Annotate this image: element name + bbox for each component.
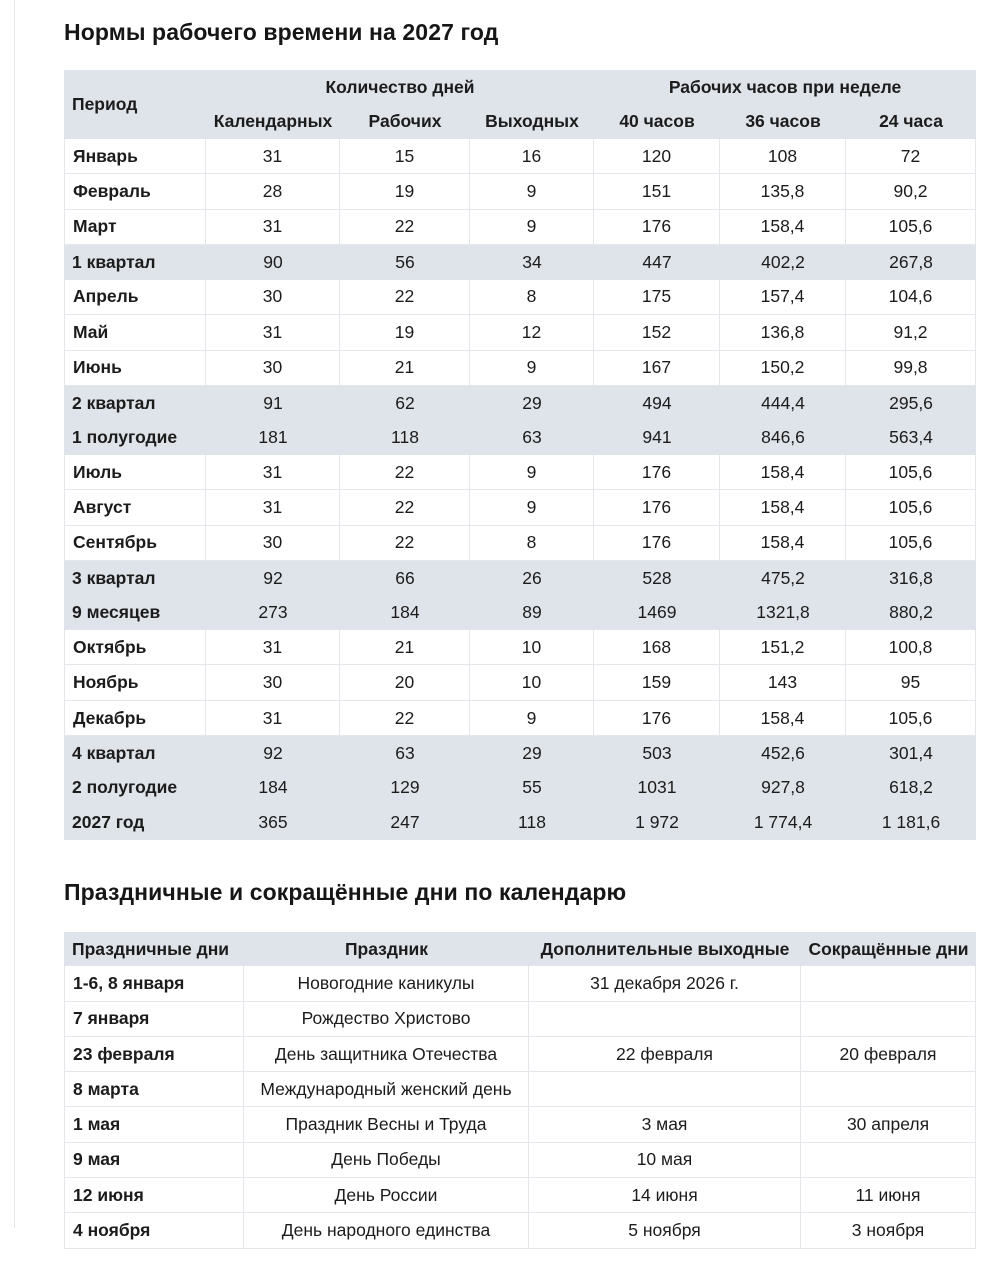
period-name: 4 квартал	[64, 736, 206, 770]
holiday-date: 9 мая	[64, 1143, 244, 1178]
period-name: Июнь	[64, 351, 206, 386]
holiday-name: День Победы	[244, 1143, 529, 1178]
cell-hours-40: 176	[594, 490, 720, 525]
cell-hours-40: 167	[594, 351, 720, 386]
cell-calendar-days: 365	[206, 805, 340, 839]
month-row	[64, 210, 976, 245]
cell-weekend-days: 10	[470, 665, 594, 700]
cell-working-days: 21	[340, 351, 470, 386]
month-row	[64, 665, 976, 700]
shortened-day	[801, 1143, 976, 1178]
cell-calendar-days: 31	[206, 701, 340, 736]
cell-calendar-days: 181	[206, 420, 340, 454]
period-name: Апрель	[64, 280, 206, 315]
cell-hours-24: 99,8	[846, 351, 976, 386]
month-row	[64, 701, 976, 736]
holiday-date: 7 января	[64, 1002, 244, 1037]
extra-day-off: 22 февраля	[529, 1037, 801, 1072]
cell-hours-36: 452,6	[720, 736, 846, 770]
period-name: Май	[64, 315, 206, 350]
cell-calendar-days: 31	[206, 210, 340, 245]
cell-hours-40: 176	[594, 455, 720, 490]
cell-hours-40: 1469	[594, 596, 720, 630]
cell-hours-24: 100,8	[846, 630, 976, 665]
header-24-hours: 24 часа	[846, 104, 976, 138]
cell-hours-24: 295,6	[846, 386, 976, 420]
cell-hours-36: 846,6	[720, 420, 846, 454]
cell-hours-40: 503	[594, 736, 720, 770]
cell-hours-36: 151,2	[720, 630, 846, 665]
cell-calendar-days: 273	[206, 596, 340, 630]
cell-hours-36: 108	[720, 139, 846, 174]
cell-hours-36: 927,8	[720, 771, 846, 805]
cell-weekend-days: 63	[470, 420, 594, 454]
holidays-title: Праздничные и сокращённые дни по календарю	[64, 879, 627, 905]
cell-calendar-days: 31	[206, 315, 340, 350]
summary-row	[64, 386, 976, 420]
cell-hours-40: 168	[594, 630, 720, 665]
cell-hours-40: 120	[594, 139, 720, 174]
cell-weekend-days: 29	[470, 386, 594, 420]
holiday-row	[64, 1072, 976, 1107]
cell-weekend-days: 16	[470, 139, 594, 174]
cell-calendar-days: 31	[206, 455, 340, 490]
cell-hours-40: 176	[594, 210, 720, 245]
cell-hours-24: 1 181,6	[846, 805, 976, 839]
holiday-date: 1-6, 8 января	[64, 966, 244, 1001]
month-row	[64, 490, 976, 525]
cell-weekend-days: 9	[470, 490, 594, 525]
holiday-name: Новогодние каникулы	[244, 966, 529, 1001]
cell-calendar-days: 30	[206, 526, 340, 561]
period-name: Февраль	[64, 174, 206, 209]
summary-row	[64, 245, 976, 279]
cell-working-days: 15	[340, 139, 470, 174]
header-days-group: Количество дней	[206, 70, 594, 104]
cell-weekend-days: 12	[470, 315, 594, 350]
cell-hours-40: 494	[594, 386, 720, 420]
period-name: 1 квартал	[64, 245, 206, 279]
cell-weekend-days: 8	[470, 526, 594, 561]
cell-working-days: 22	[340, 701, 470, 736]
cell-working-days: 62	[340, 386, 470, 420]
cell-hours-40: 176	[594, 526, 720, 561]
cell-hours-40: 528	[594, 561, 720, 595]
cell-weekend-days: 55	[470, 771, 594, 805]
cell-hours-40: 175	[594, 280, 720, 315]
cell-working-days: 184	[340, 596, 470, 630]
cell-calendar-days: 92	[206, 561, 340, 595]
cell-hours-36: 444,4	[720, 386, 846, 420]
period-name: Март	[64, 210, 206, 245]
summary-row	[64, 596, 976, 630]
cell-working-days: 56	[340, 245, 470, 279]
holiday-name: День защитника Отечества	[244, 1037, 529, 1072]
cell-weekend-days: 9	[470, 174, 594, 209]
holiday-row	[64, 1037, 976, 1072]
period-name: Октябрь	[64, 630, 206, 665]
summary-row	[64, 561, 976, 595]
cell-working-days: 247	[340, 805, 470, 839]
period-name: 3 квартал	[64, 561, 206, 595]
cell-hours-36: 135,8	[720, 174, 846, 209]
cell-hours-24: 105,6	[846, 701, 976, 736]
period-name: 1 полугодие	[64, 420, 206, 454]
cell-weekend-days: 9	[470, 701, 594, 736]
period-name: 2 квартал	[64, 386, 206, 420]
header-holiday-dates: Праздничные дни	[64, 932, 244, 966]
period-name: Сентябрь	[64, 526, 206, 561]
cell-weekend-days: 8	[470, 280, 594, 315]
period-name: 2 полугодие	[64, 771, 206, 805]
cell-weekend-days: 9	[470, 351, 594, 386]
cell-hours-24: 105,6	[846, 455, 976, 490]
summary-row	[64, 771, 976, 805]
cell-working-days: 63	[340, 736, 470, 770]
cell-working-days: 22	[340, 280, 470, 315]
shortened-day: 11 июня	[801, 1178, 976, 1213]
cell-working-days: 22	[340, 526, 470, 561]
cell-hours-40: 1031	[594, 771, 720, 805]
cell-calendar-days: 31	[206, 490, 340, 525]
shortened-day: 20 февраля	[801, 1037, 976, 1072]
extra-day-off	[529, 1072, 801, 1107]
cell-working-days: 118	[340, 420, 470, 454]
cell-weekend-days: 10	[470, 630, 594, 665]
month-row	[64, 280, 976, 315]
extra-day-off: 14 июня	[529, 1178, 801, 1213]
cell-weekend-days: 34	[470, 245, 594, 279]
cell-hours-36: 157,4	[720, 280, 846, 315]
cell-hours-36: 158,4	[720, 701, 846, 736]
header-extra-days-off: Дополнительные выходные	[529, 932, 801, 966]
cell-hours-40: 941	[594, 420, 720, 454]
holidays-table	[64, 932, 976, 1249]
cell-hours-24: 105,6	[846, 210, 976, 245]
period-name: Ноябрь	[64, 665, 206, 700]
cell-hours-36: 136,8	[720, 315, 846, 350]
cell-hours-36: 402,2	[720, 245, 846, 279]
cell-calendar-days: 31	[206, 630, 340, 665]
cell-hours-24: 90,2	[846, 174, 976, 209]
extra-day-off: 31 декабря 2026 г.	[529, 966, 801, 1001]
month-row	[64, 351, 976, 386]
cell-working-days: 19	[340, 174, 470, 209]
cell-calendar-days: 28	[206, 174, 340, 209]
header-holiday-name: Праздник	[244, 932, 529, 966]
summary-row	[64, 420, 976, 454]
period-name: 9 месяцев	[64, 596, 206, 630]
cell-calendar-days: 30	[206, 280, 340, 315]
norms-table-body	[64, 139, 976, 840]
shortened-day	[801, 966, 976, 1001]
holiday-row	[64, 1002, 976, 1037]
cell-hours-24: 91,2	[846, 315, 976, 350]
cell-hours-40: 176	[594, 701, 720, 736]
holiday-row	[64, 1178, 976, 1213]
header-shortened-days: Сокращённые дни	[801, 932, 976, 966]
header-calendar-days: Календарных	[206, 104, 340, 138]
extra-day-off: 10 мая	[529, 1143, 801, 1178]
holiday-row	[64, 1213, 976, 1248]
cell-working-days: 66	[340, 561, 470, 595]
cell-weekend-days: 89	[470, 596, 594, 630]
holiday-name: День народного единства	[244, 1213, 529, 1248]
holiday-date: 12 июня	[64, 1178, 244, 1213]
cell-hours-24: 618,2	[846, 771, 976, 805]
cell-hours-40: 151	[594, 174, 720, 209]
holiday-name: Праздник Весны и Труда	[244, 1107, 529, 1142]
work-time-norms-table	[64, 70, 976, 840]
header-36-hours: 36 часов	[720, 104, 846, 138]
period-name: Декабрь	[64, 701, 206, 736]
summary-row	[64, 736, 976, 770]
left-border-line	[14, 0, 15, 1228]
cell-hours-36: 1 774,4	[720, 805, 846, 839]
cell-hours-40: 1 972	[594, 805, 720, 839]
shortened-day: 30 апреля	[801, 1107, 976, 1142]
cell-hours-24: 72	[846, 139, 976, 174]
extra-day-off: 3 мая	[529, 1107, 801, 1142]
shortened-day	[801, 1002, 976, 1037]
cell-calendar-days: 31	[206, 139, 340, 174]
holiday-date: 8 марта	[64, 1072, 244, 1107]
holiday-name: Рождество Христово	[244, 1002, 529, 1037]
period-name: Январь	[64, 139, 206, 174]
extra-day-off: 5 ноября	[529, 1213, 801, 1248]
holiday-date: 23 февраля	[64, 1037, 244, 1072]
cell-calendar-days: 30	[206, 351, 340, 386]
month-row	[64, 526, 976, 561]
holiday-row	[64, 1143, 976, 1178]
holiday-date: 1 мая	[64, 1107, 244, 1142]
cell-hours-36: 158,4	[720, 526, 846, 561]
cell-working-days: 22	[340, 455, 470, 490]
cell-calendar-days: 92	[206, 736, 340, 770]
holiday-row	[64, 966, 976, 1001]
cell-hours-36: 143	[720, 665, 846, 700]
shortened-day	[801, 1072, 976, 1107]
month-row	[64, 315, 976, 350]
cell-hours-40: 159	[594, 665, 720, 700]
cell-weekend-days: 118	[470, 805, 594, 839]
header-hours-group: Рабочих часов при неделе	[594, 70, 976, 104]
header-40-hours: 40 часов	[594, 104, 720, 138]
cell-hours-40: 447	[594, 245, 720, 279]
period-name: Август	[64, 490, 206, 525]
period-name: Июль	[64, 455, 206, 490]
month-row	[64, 630, 976, 665]
header-working-days: Рабочих	[340, 104, 470, 138]
cell-working-days: 21	[340, 630, 470, 665]
cell-hours-36: 158,4	[720, 210, 846, 245]
extra-day-off	[529, 1002, 801, 1037]
holiday-name: День России	[244, 1178, 529, 1213]
cell-working-days: 22	[340, 490, 470, 525]
header-period: Период	[64, 70, 206, 139]
cell-calendar-days: 30	[206, 665, 340, 700]
cell-hours-24: 880,2	[846, 596, 976, 630]
holiday-name: Международный женский день	[244, 1072, 529, 1107]
cell-weekend-days: 9	[470, 455, 594, 490]
cell-working-days: 19	[340, 315, 470, 350]
cell-hours-36: 150,2	[720, 351, 846, 386]
cell-hours-24: 105,6	[846, 526, 976, 561]
cell-hours-40: 152	[594, 315, 720, 350]
cell-hours-24: 301,4	[846, 736, 976, 770]
cell-hours-24: 105,6	[846, 490, 976, 525]
holidays-table-body	[64, 966, 976, 1248]
holiday-date: 4 ноября	[64, 1213, 244, 1248]
cell-weekend-days: 29	[470, 736, 594, 770]
cell-hours-36: 1321,8	[720, 596, 846, 630]
cell-working-days: 129	[340, 771, 470, 805]
month-row	[64, 174, 976, 209]
cell-hours-36: 475,2	[720, 561, 846, 595]
cell-weekend-days: 9	[470, 210, 594, 245]
header-weekend-days: Выходных	[470, 104, 594, 138]
cell-hours-36: 158,4	[720, 490, 846, 525]
cell-hours-24: 316,8	[846, 561, 976, 595]
cell-calendar-days: 184	[206, 771, 340, 805]
shortened-day: 3 ноября	[801, 1213, 976, 1248]
cell-working-days: 22	[340, 210, 470, 245]
cell-weekend-days: 26	[470, 561, 594, 595]
cell-hours-36: 158,4	[720, 455, 846, 490]
month-row	[64, 139, 976, 174]
month-row	[64, 455, 976, 490]
cell-calendar-days: 90	[206, 245, 340, 279]
period-name: 2027 год	[64, 805, 206, 839]
cell-hours-24: 95	[846, 665, 976, 700]
summary-row	[64, 805, 976, 839]
cell-hours-24: 104,6	[846, 280, 976, 315]
cell-hours-24: 563,4	[846, 420, 976, 454]
holiday-row	[64, 1107, 976, 1142]
cell-hours-24: 267,8	[846, 245, 976, 279]
cell-working-days: 20	[340, 665, 470, 700]
cell-calendar-days: 91	[206, 386, 340, 420]
norms-title: Нормы рабочего времени на 2027 год	[64, 19, 499, 45]
